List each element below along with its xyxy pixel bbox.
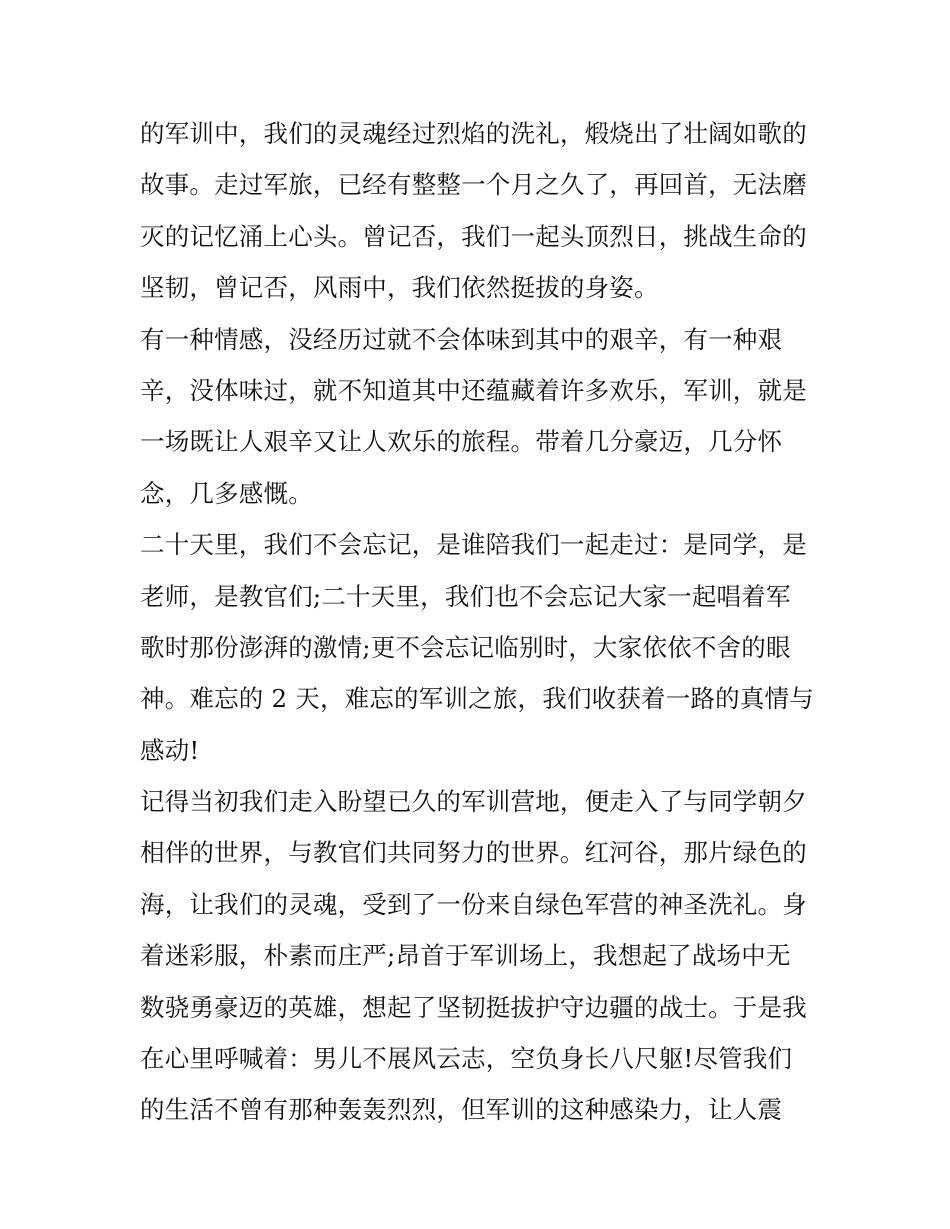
text-line: 相伴的世界，与教官们共同努力的世界。红河谷，那片绿色的: [140, 838, 807, 868]
text-line: 的生活不曾有那种轰轰烈烈，但军训的这种感染力，让人震: [140, 1095, 783, 1125]
text-line: 二十天里，我们不会忘记，是谁陪我们一起走过：是同学，是: [140, 530, 807, 560]
text-line: 老师，是教官们;二十天里，我们也不会忘记大家一起唱着军: [140, 581, 791, 611]
text-line: 灭的记忆涌上心头。曾记否，我们一起头顶烈日，挑战生命的: [140, 221, 807, 251]
text-line: 念，几多感慨。: [140, 478, 313, 508]
text-line: 海，让我们的灵魂，受到了一份来自绿色军营的神圣洗礼。身: [140, 889, 807, 919]
text-line: 有一种情感，没经历过就不会体味到其中的艰辛，有一种艰: [140, 324, 783, 354]
text-line: 在心里呼喊着：男儿不展风云志，空负身长八尺躯!尽管我们: [140, 1044, 793, 1074]
body-text: [140, 108, 820, 1136]
text-line: 数骁勇豪迈的英雄，想起了坚韧挺拔护守边疆的战士。于是我: [140, 992, 807, 1022]
text-line: 感动!: [140, 735, 200, 765]
text-line: 辛，没体味过，就不知道其中还蕴藏着许多欢乐，军训，就是: [140, 375, 807, 405]
text-line: 着迷彩服，朴素而庄严;昂首于军训场上，我想起了战场中无: [140, 941, 791, 971]
text-line: 神。难忘的 2 天，难忘的军训之旅，我们收获着一路的真情与: [140, 684, 814, 714]
text-line: 故事。走过军旅，已经有整整一个月之久了，再回首，无法磨: [140, 170, 807, 200]
text-line: 一场既让人艰辛又让人欢乐的旅程。带着几分豪迈，几分怀: [140, 427, 783, 457]
text-line: 坚韧，曾记否，风雨中，我们依然挺拔的身姿。: [140, 273, 659, 303]
text-line: 记得当初我们走入盼望已久的军训营地，便走入了与同学朝夕: [140, 787, 807, 817]
text-line: 歌时那份澎湃的激情;更不会忘记临别时，大家依依不舍的眼: [140, 632, 791, 662]
text-line: 的军训中，我们的灵魂经过烈焰的洗礼，煅烧出了壮阔如歌的: [140, 119, 807, 148]
